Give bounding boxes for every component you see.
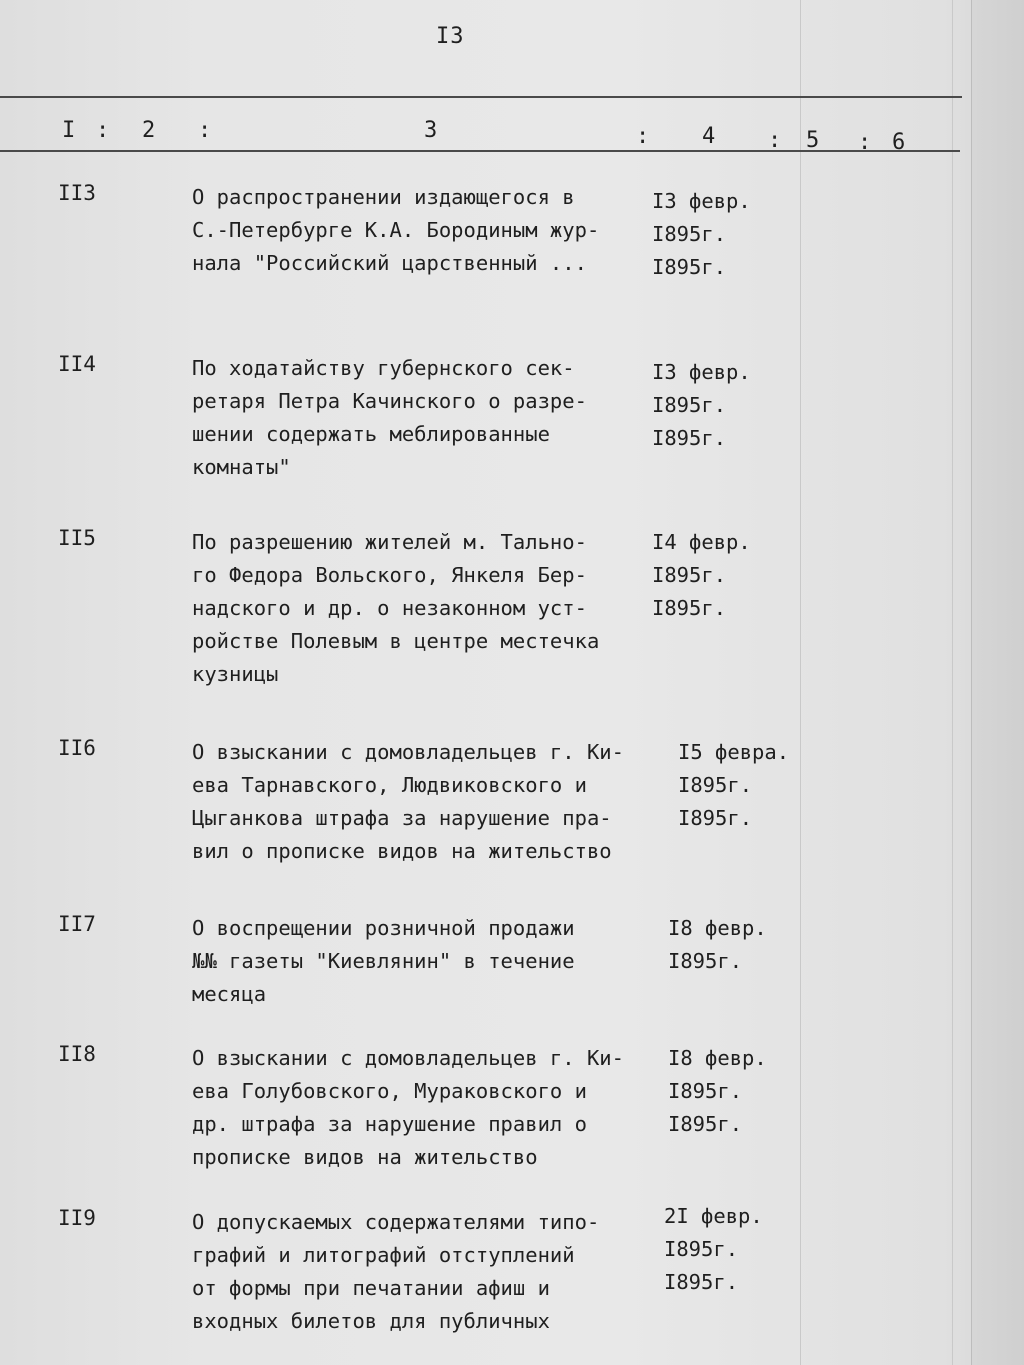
date-line: I895г.	[652, 563, 727, 587]
title-line: По разрешению жителей м. Тально-	[192, 530, 587, 554]
title-line: кузницы	[192, 662, 279, 686]
date-line: I4 февр.	[652, 530, 751, 554]
title-line: шении содержать меблированные	[192, 422, 550, 446]
entry-number: II5	[58, 526, 96, 550]
entry-dates	[668, 1042, 767, 1141]
title-line: О взыскании с домовладельцев г. Ки-	[192, 740, 624, 764]
title-line: По ходатайству губернского сек-	[192, 356, 575, 380]
entry-title	[192, 912, 575, 1011]
title-line: комнаты"	[192, 455, 291, 479]
date-line: I895г.	[668, 1079, 743, 1103]
title-line: ева Тарнавского, Людвиковского и	[192, 773, 587, 797]
entry-number: II8	[58, 1042, 96, 1066]
date-line: I3 февр.	[652, 360, 751, 384]
page-number: I3	[436, 24, 465, 49]
entry-number: II7	[58, 912, 96, 936]
date-line: I8 февр.	[668, 1046, 767, 1070]
entry-number: II3	[58, 181, 96, 205]
entry-title	[192, 1042, 624, 1174]
title-line: от формы при печатании афиш и	[192, 1276, 550, 1300]
header-rule-top	[0, 96, 962, 98]
title-line: ретаря Петра Качинского о разре-	[192, 389, 587, 413]
title-line: О взыскании с домовладельцев г. Ки-	[192, 1046, 624, 1070]
title-line: месяца	[192, 982, 267, 1006]
title-line: графий и литографий отступлений	[192, 1243, 575, 1267]
date-line: 2I февр.	[664, 1204, 763, 1228]
entry-title	[192, 526, 599, 691]
column-header-2: 2	[142, 118, 156, 143]
date-line: I895г.	[652, 255, 727, 279]
date-line: I5 февра.	[678, 740, 790, 764]
entry-dates	[664, 1200, 763, 1299]
entry-title	[192, 736, 624, 868]
title-line: №№ газеты "Киевлянин" в течение	[192, 949, 575, 973]
title-line: нала "Российский царственный ...	[192, 251, 587, 275]
title-line: входных билетов для публичных	[192, 1309, 550, 1333]
title-line: вил о прописке видов на жительство	[192, 839, 612, 863]
entry-dates	[652, 185, 751, 284]
entry-dates	[668, 912, 767, 978]
title-line: О допускаемых содержателями типо-	[192, 1210, 600, 1234]
column-separator: :	[198, 118, 212, 143]
date-line: I3 февр.	[652, 189, 751, 213]
column-separator: :	[858, 130, 872, 155]
column-header-6: 6	[892, 130, 906, 155]
entry-dates	[652, 526, 751, 625]
date-line: I895г.	[664, 1237, 739, 1261]
entry-dates	[652, 356, 751, 455]
title-line: др. штрафа за нарушение правил о	[192, 1112, 587, 1136]
date-line: I8 февр.	[668, 916, 767, 940]
ruling-line	[800, 0, 801, 1365]
title-line: надского и др. о незаконном уст-	[192, 596, 587, 620]
date-line: I895г.	[652, 222, 727, 246]
ruling-line	[952, 0, 953, 1365]
entry-number: II9	[58, 1206, 96, 1230]
entry-dates	[678, 736, 789, 835]
title-line: ройстве Полевым в центре местечка	[192, 629, 600, 653]
entry-number: II6	[58, 736, 96, 760]
title-line: Цыганкова штрафа за нарушение пра-	[192, 806, 612, 830]
date-line: I895г.	[652, 596, 727, 620]
date-line: I895г.	[678, 773, 753, 797]
page-edge	[971, 0, 1024, 1365]
entry-number: II4	[58, 352, 96, 376]
entry-title	[192, 352, 587, 484]
column-header-3: 3	[424, 118, 438, 143]
column-separator: :	[96, 118, 110, 143]
column-separator: :	[768, 128, 782, 153]
date-line: I895г.	[668, 1112, 743, 1136]
date-line: I895г.	[664, 1270, 739, 1294]
column-separator: :	[636, 124, 650, 149]
date-line: I895г.	[652, 426, 727, 450]
title-line: прописке видов на жительство	[192, 1145, 538, 1169]
column-header-5: 5	[806, 128, 820, 153]
date-line: I895г.	[652, 393, 727, 417]
title-line: С.-Петербурге К.А. Бородиным жур-	[192, 218, 600, 242]
entry-title	[192, 1206, 599, 1338]
title-line: ева Голубовского, Мураковского и	[192, 1079, 587, 1103]
title-line: О воспрещении розничной продажи	[192, 916, 575, 940]
entry-title	[192, 181, 599, 280]
column-header-4: 4	[702, 124, 716, 149]
title-line: О распространении издающегося в	[192, 185, 575, 209]
date-line: I895г.	[678, 806, 753, 830]
date-line: I895г.	[668, 949, 743, 973]
column-header-1: I	[62, 118, 76, 143]
title-line: го Федора Вольского, Янкеля Бер-	[192, 563, 587, 587]
